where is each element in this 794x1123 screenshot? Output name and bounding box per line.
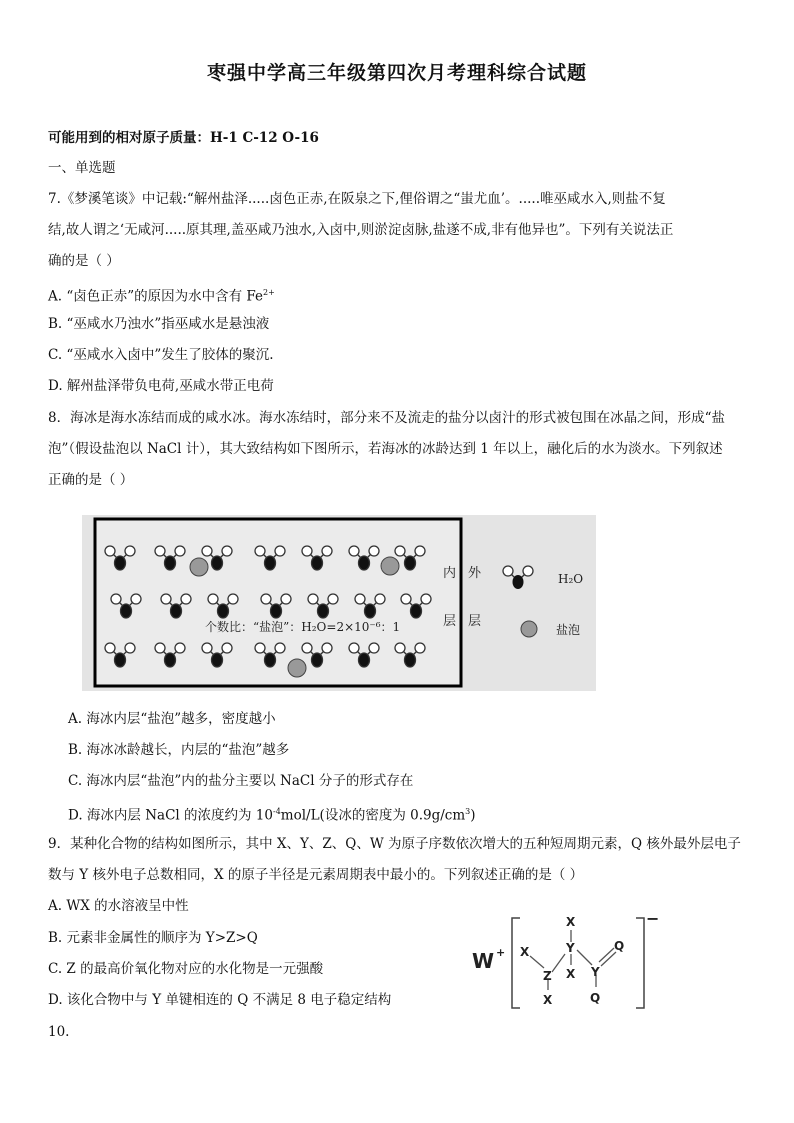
atom-q-double: Q xyxy=(614,939,625,953)
q7-option-b: B. “巫咸水乃浊水”指巫咸水是悬浊液 xyxy=(48,316,270,332)
sea-ice-structure-figure xyxy=(82,515,596,691)
q8-option-d-exponent: -4 xyxy=(273,807,281,816)
atom-y-right: Y xyxy=(591,965,600,979)
atom-x-mid: X xyxy=(566,967,576,981)
salt-bubble xyxy=(190,558,208,576)
inner-label-2: 层 xyxy=(443,614,457,629)
atom-y: Y xyxy=(566,941,575,955)
section-heading: 一、单选题 xyxy=(48,160,116,176)
q8-option-d-exponent-2: 3 xyxy=(465,807,471,816)
q8-option-c: C. 海冰内层“盐泡”内的盐分主要以 NaCl 分子的形式存在 xyxy=(68,773,414,789)
q9-stem-line-1: 9．某种化合物的结构如图所示，其中 X、Y、Z、Q、W 为原子序数依次增大的五种短周期元素，Q 核外最外层电子 xyxy=(48,836,741,852)
atom-x-bottom: X xyxy=(543,993,553,1007)
exam-title: 枣强中学高三年级第四次月考理科综合试题 xyxy=(206,62,587,84)
legend-salt-label: 盐泡 xyxy=(556,623,581,637)
q8-option-b: B. 海冰冰龄越长，内层的“盐泡”越多 xyxy=(68,742,290,758)
atom-q-single: Q xyxy=(590,991,601,1005)
legend-water-label: H₂O xyxy=(558,572,584,586)
q8-option-d-text-3: ) xyxy=(470,807,476,824)
right-bracket xyxy=(636,918,644,1008)
salt-bubble xyxy=(381,557,399,575)
atom-z: Z xyxy=(543,969,552,983)
q7-option-a-text: A. “卤色正赤”的原因为水中含有 Fe xyxy=(48,288,264,305)
q8-stem-line-3: 正确的是（ ） xyxy=(48,472,134,488)
outer-label-2: 层 xyxy=(468,614,482,629)
q9-option-a: A. WX 的水溶液呈中性 xyxy=(48,898,189,914)
salt-bubble xyxy=(288,659,306,677)
q7-option-a xyxy=(48,283,275,307)
q8-option-d-text: D. 海冰内层 NaCl 的浓度约为 10 xyxy=(68,807,273,824)
q8-stem-line-1: 8．海冰是海水冻结而成的咸水冰。海水冻结时，部分来不及流走的盐分以卤汁的形式被包围在冰晶之间，形成“盐 xyxy=(48,410,725,426)
anion-charge: − xyxy=(646,910,660,928)
left-bracket xyxy=(512,918,520,1008)
inner-label-1: 内 xyxy=(443,566,457,581)
ratio-label: 个数比：“盐泡”：H₂O=2×10⁻⁶：1 xyxy=(205,620,401,634)
atom-x-top: X xyxy=(566,915,576,929)
q7-option-d: D. 解州盐泽带负电荷,巫咸水带正电荷 xyxy=(48,378,274,394)
q7-stem-line-1: 7.《梦溪笔谈》中记载:“解州盐泽.....卤色正赤,在阪泉之下,俚俗谓之“蚩尤血’。.....唯巫咸水入,则盐不复 xyxy=(48,191,666,207)
legend-salt-bubble xyxy=(521,621,537,637)
q8-option-a: A. 海冰内层“盐泡”越多，密度越小 xyxy=(68,711,276,727)
q8-option-d-text-2: mol/L(设冰的密度为 0.9g/cm xyxy=(280,807,466,824)
compound-structure-figure xyxy=(468,910,664,1020)
q9-option-b: B. 元素非金属性的顺序为 Y>Z>Q xyxy=(48,930,258,946)
q9-stem-line-2: 数与 Y 核外电子总数相同，X 的原子半径是元素周期表中最小的。下列叙述正确的是（ ） xyxy=(48,867,584,883)
q8-stem-line-2: 泡”（假设盐泡以 NaCl 计），其大致结构如下图所示，若海冰的冰龄达到 1 年以上，融化后的水为淡水。下列叙述 xyxy=(48,441,723,457)
outer-label-1: 外 xyxy=(468,566,482,581)
cation-charge: + xyxy=(496,946,506,959)
q10-number: 10. xyxy=(48,1024,70,1040)
q9-option-d: D. 该化合物中与 Y 单键相连的 Q 不满足 8 电子稳定结构 xyxy=(48,992,392,1008)
atomic-masses: 可能用到的相对原子质量：H-1 C-12 O-16 xyxy=(48,130,319,146)
atom-x-left: X xyxy=(520,945,530,959)
q8-option-d xyxy=(68,802,476,826)
q7-stem-line-3: 确的是（ ） xyxy=(48,253,120,269)
q7-stem-line-2: 结,故人谓之‘无咸河.....原其理,盖巫咸乃浊水,入卤中,则淤淀卤脉,盐遂不成,非有他异也”。下列有关说法正 xyxy=(48,222,674,238)
cation-w: W xyxy=(472,949,495,973)
q7-option-c: C. “巫咸水入卤中”发生了胶体的聚沉. xyxy=(48,347,274,363)
q9-option-c: C. Z 的最高价氧化物对应的水化物是一元强酸 xyxy=(48,961,324,977)
q7-option-a-charge: 2+ xyxy=(263,288,275,297)
